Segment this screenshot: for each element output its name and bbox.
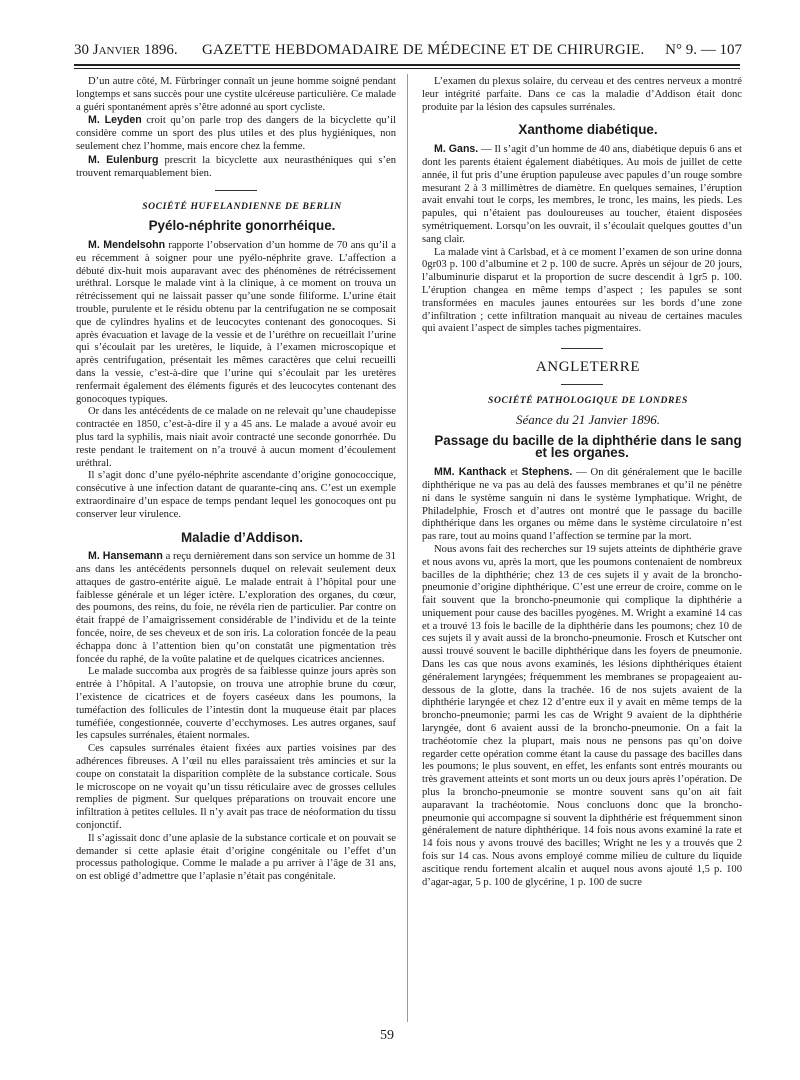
speaker-name: M. Hansemann (88, 550, 163, 563)
speaker-name: M. Eulenburg (88, 153, 159, 166)
paragraph (76, 550, 396, 666)
session-date: Séance du 21 Janvier 1896. (515, 411, 661, 427)
right-column (422, 76, 742, 889)
paragraph-text: a reçu dernièrement dans son service un homme de 31 ans dans les antécédents personnels duquel on relevait seulement deux attaques de gastro-entérite aiguë. Le malade entrait à l’hôpital pour une faiblesse générale et un léger ictère. L’exploration des organes, du cœur, des poumons, des reins, du foie, ne révéla rien de particulier. Par contre on était frappé de l’amaigrissement considérable de l’individu et de la teinte foncée, noire, de ses cheveux et de son iris. La coloration foncée de la peau échappa donc à l’attention bien qu’on constatât une pigmentation très foncée du raphé, de la voûte palatine et de quelques cicatrices anciennes. (76, 551, 397, 665)
speaker-name: M. Leyden (88, 114, 142, 127)
column-divider (407, 74, 408, 1022)
paragraph-text: croit qu’on parle trop des dangers de la bicyclette qu’il considère comme un sport des plus utiles et des plus hygiéniques, non seulement chez l’homme, mais encore chez la femme. (76, 115, 396, 152)
speaker-name: Stephens. (521, 466, 573, 479)
left-column (76, 76, 396, 884)
paragraph (76, 239, 396, 406)
page-number: 59 (380, 1028, 394, 1043)
paragraph: D’un autre côté, M. Fürbringer connaît un jeune homme soigné pendant longtemps et sans succès pour une cystite ulcéreuse particulière. Ce malade a guéri spontanément après s’être adonné au sport cycliste. (76, 76, 396, 113)
paragraph: Or dans les antécédents de ce malade on ne relevait qu’une chaudepisse contractée en 1850, c’est-à-dire il y a 45 ans. Le malade a avoué avoir eu plus tard la syphilis, mais niait avoir contracté une seconde gonorrhée. Du reste pendant le traitement on n’a trouvé à aucun moment d’écoulement uréthral. (76, 406, 396, 469)
section-separator (561, 348, 603, 349)
header-rule-thin (74, 68, 740, 69)
section-separator (561, 384, 603, 385)
speaker-name: MM. Kanthack (434, 466, 507, 479)
paragraph-text: et (506, 467, 522, 479)
header-date: 30 Janvier 1896. (74, 42, 178, 58)
paragraph-text: — Il s’agit d’un homme de 40 ans, diabétique depuis 6 ans et dont les parents étaient également diabétiques. Au mois de juillet de cette année, il fut pris d’une éruption papuleuse avec papules d’un rouge sombre mesurant 2 à 3 millimètres de diamètre. En quelques semaines, l’éruption avait envahi tout le corps, les membres, le tronc, les mains, les pieds. Les papules, qui n’étaient pas douloureuses au toucher, étaient disposées symétriquement. Lorsqu’on les ouvrait, il s’écoulait quelques gouttes d’un sang clair. (422, 144, 742, 245)
paragraph: Nous avons fait des recherches sur 19 sujets atteints de diphthérie grave et nous avons vu, après la mort, que les poumons contenaient de nombreux bacilles de la diphthérie; chez 13 de ces sujets il y avait de la broncho-pneumonie d’origine diphthérique. C’est une erreur de croire, comme on le fait souvent que la broncho-pneumonie qui complique la diphthérie a uniquement pour cause des bacilles pyogènes. M. Wright a examiné 14 cas et a trouvé 13 fois le bacille de la diphthérie dans les poumons; chez 10 de ces sujets il y avait aussi de la broncho-pneumonie. Frosch et Kutscher ont aussi trouvé souvent le bacille diphthérique dans les foyers de pneumonie. Dans les cas que nous avons examinés, les lésions diphthériques étaient généralement laryngées; fréquemment les membranes se propageaient au-dessous de la glotte, dans la trachée. 16 de nos sujets avaient de la diphthérie laryngée et chez 12 d’entre eux il y avait en même temps de la broncho-pneumonie; parmi les cas de Wright 9 avaient de la diphthérie laryngée, dont 6 avaient aussi de la broncho-pneumonie. On a fait la trachéotomie chez la plupart, mais nous ne pensons pas qu’on doive regarder cette opération comme étant la cause du passage des bacilles dans les poumons; le plus souvent, en effet, les enfants sont entrés mourants ou très gravement atteints et sont morts un ou deux jours après l’opération. De plus la broncho-pneumonie se montre souvent sans qu’on ait fait auparavant la trachéotomie. Nous concluons donc que la broncho-pneumonie qui accompagne si souvent la diphthérie est fréquemment sinon généralement de nature diphthérique. 14 fois nous avons examiné la rate et 14 fois nous y avons trouvé des bacilles; Wright ne les y a trouvés que 2 fois sur 14 cas. Nous avons employé comme milieu de culture du liquide ascitique rendu fortement alcalin et auquel nous avons ajouté 1,5 p. 100 d’agar-agar, 5 p. 100 de glycérine, 1 p. 100 de sucre (422, 543, 742, 888)
speaker-name: M. Gans. (434, 143, 479, 156)
section-title: Maladie d’Addison. (180, 529, 303, 545)
society-heading: SOCIÉTÉ PATHOLOGIQUE DE LONDRES (488, 394, 688, 406)
paragraph (422, 466, 742, 544)
header-page-ref: N° 9. — 107 (665, 42, 742, 58)
running-header (74, 42, 742, 64)
paragraph: Ces capsules surrénales étaient fixées aux parties voisines par des adhérences fibreuses. A l’œil nu elles paraissaient très amincies et sur la coupe on constatait la disparition complète de la substance corticale. Sous le microscope on ne voyait qu’un tissu réticulaire avec de grosses cellules remplies de pigment. Sur quelques préparations on trouvait encore une infiltration à petites cellules. Il n’y avait pas trace de néoformation du tissu conjonctif. (76, 743, 396, 832)
society-heading: SOCIÉTÉ HUFELANDIENNE DE BERLIN (142, 201, 342, 213)
section-title: Xanthome diabétique. (518, 122, 658, 138)
paragraph: Il s’agissait donc d’une aplasie de la substance corticale et on pouvait se demander si cette aplasie était d’origine congénitale ou l’effet d’un processus pathologique. Comme le malade a pu arriver à l’âge de 31 ans, on est obligé d’admettre que l’aplasie n’était pas congénitale. (76, 832, 396, 883)
section-separator (215, 190, 257, 191)
paragraph (76, 114, 396, 153)
header-journal-title: GAZETTE HEBDOMADAIRE DE MÉDECINE ET DE CHIRURGIE. (202, 42, 645, 58)
paragraph (76, 154, 396, 181)
country-heading: ANGLETERRE (535, 359, 641, 376)
paragraph: La malade vint à Carlsbad, et à ce moment l’examen de son urine donna 0gr03 p. 100 d’albumine et 2 p. 100 de sucre. Après un séjour de 20 jours, l’albuminurie disparut et la proportion de sucre descendit à 1gr5 p. 100. L’éruption changea en même temps d’aspect ; les papules se sont transformées en macules jaunes entourées sur les bords d’une zone d’infiltration ; cette infiltration manquait au niveau de certaines macules qui avaient l’aspect de simples taches pigmentaires. (422, 246, 742, 335)
paragraph-text: — On dit généralement que le bacille diphthérique ne va pas au delà des fausses membranes et qu’il ne pénètre ni dans le système sanguin ni dans le système lymphatique. Wright, de Philadelphie, Frosch et d’autres ont montré que le passage du bacille diphthérique dans les organes ou même dans le système circulatoire n’est pas rare, tout au moins quand l’affection se termine par la mort. (422, 467, 742, 543)
paragraph: Le malade succomba aux progrès de sa faiblesse quinze jours après son entrée à l’hôpital. A l’autopsie, on trouva une atrophie brune du cœur, l’existence de cicatrices et de foyers caséeux dans les poumons, la tuméfaction des follicules de l’intestin dont la muqueuse était par places tuméfiée, congestionnée, couverte d’ecchymoses. Les autres organes, sauf les capsules surrénales, étaient normales. (76, 666, 396, 742)
paragraph-text: rapporte l’observation d’un homme de 70 ans qu’il a eu récemment à soigner pour une pyélo-néphrite grave. L’affection a débuté dix-huit mois auparavant avec des phénomènes de rétrécissement uréthral. Lorsque le malade vint à la clinique, à ce moment on trouva un rétrécissement qui ne laissait passer qu’une sonde filiforme. L’urine était trouble, purulente et le résidu obtenu par la centrifugation ne se composait que de cylindres hyalins et de leucocytes contenant des gonocoques. Si après évacuation et lavage de la vessie et de l’uréthre on recueillait l’urine qui s’écoulait par les uretères, le liquide, à l’examen microscopique et après centrifugation, présentait les mêmes caractères que celui recueilli dans la vessie, c’est-à-dire que l’urine qui s’écoulait par les uretères renfermait également des éléments figurés et des leucocytes contenant des gonocoques typiques. (76, 239, 396, 405)
paragraph-text: prescrit la bicyclette aux neurasthéniques qui s’en trouvent remarquablement bien. (76, 154, 397, 179)
paragraph (422, 143, 742, 246)
speaker-name: M. Mendelsohn (88, 238, 166, 251)
paragraph: L’examen du plexus solaire, du cerveau et des centres nerveux a montré leur intégrité parfaite. Dans ce cas la maladie d’Addison était donc produite par la lésion des capsules surrénales. (422, 76, 742, 113)
paragraph: Il s’agit donc d’une pyélo-néphrite ascendante d’origine gonococcique, consécutive à une infection datant de quarante-cinq ans. C’est un exemple extraordinaire d’un espace de temps pendant lequel les gonocoques ont pu conserver leur virulence. (76, 470, 396, 520)
section-title: Passage du bacille de la diphthérie dans le sang et les organes. (434, 432, 742, 461)
header-rule-thick (74, 64, 740, 66)
section-title: Pyélo-néphrite gonorrhéique. (148, 218, 336, 234)
